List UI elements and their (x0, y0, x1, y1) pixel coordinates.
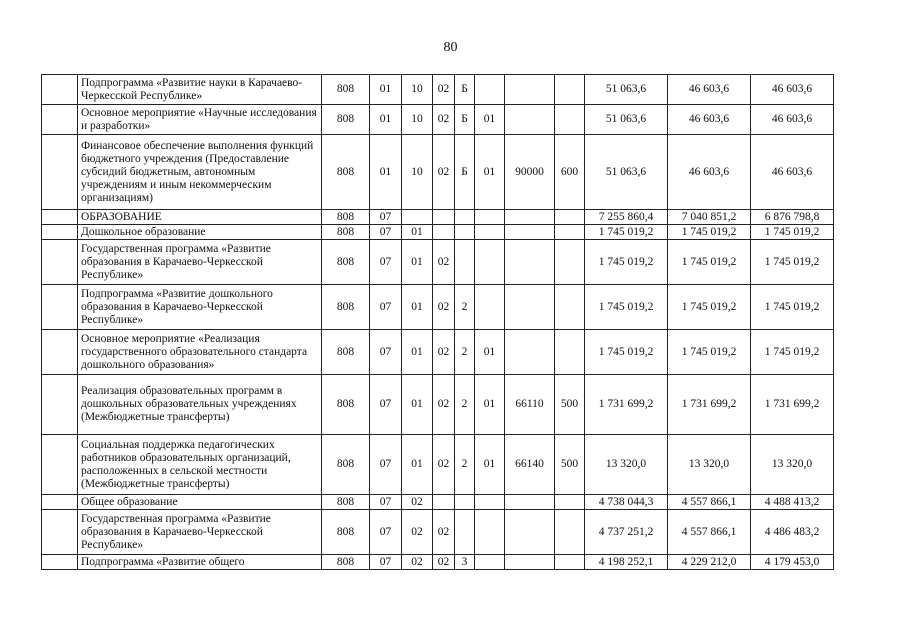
subprogram-code-cell: 2 (455, 375, 475, 435)
activity-code-cell (475, 75, 505, 105)
section-code-cell: 01 (370, 105, 402, 135)
subprogram-code-cell: 3 (455, 555, 475, 570)
row-index-cell (42, 510, 78, 555)
amount-year3-cell: 4 486 483,2 (751, 510, 834, 555)
direction-code-cell (505, 510, 555, 555)
item-name-cell: ОБРАЗОВАНИЕ (78, 210, 322, 225)
subprogram-code-cell (455, 495, 475, 510)
table-row (42, 375, 834, 435)
item-name-cell: Дошкольное образование (78, 225, 322, 240)
subsection-code-cell: 01 (402, 375, 433, 435)
row-index-cell (42, 285, 78, 330)
expense-type-cell (555, 555, 585, 570)
table-body (42, 75, 834, 570)
amount-year3-cell: 46 603,6 (751, 105, 834, 135)
activity-code-cell: 01 (475, 435, 505, 495)
subprogram-code-cell: 2 (455, 285, 475, 330)
item-name-cell: Общее образование (78, 495, 322, 510)
program-code-cell: 02 (433, 510, 455, 555)
amount-year2-cell: 4 557 866,1 (668, 510, 751, 555)
grbs-code-cell: 808 (322, 75, 370, 105)
expense-type-cell (555, 330, 585, 375)
amount-year1-cell: 4 198 252,1 (585, 555, 668, 570)
section-code-cell: 07 (370, 375, 402, 435)
amount-year2-cell: 1 745 019,2 (668, 240, 751, 285)
section-code-cell: 07 (370, 330, 402, 375)
item-name-cell: Подпрограмма «Развитие науки в Карачаево-Черкесской Республике» (78, 75, 322, 105)
direction-code-cell (505, 285, 555, 330)
program-code-cell (433, 210, 455, 225)
subprogram-code-cell (455, 240, 475, 285)
amount-year1-cell: 4 737 251,2 (585, 510, 668, 555)
expense-type-cell (555, 510, 585, 555)
row-index-cell (42, 105, 78, 135)
row-index-cell (42, 375, 78, 435)
program-code-cell (433, 495, 455, 510)
subsection-code-cell: 10 (402, 105, 433, 135)
row-index-cell (42, 210, 78, 225)
subprogram-code-cell (455, 225, 475, 240)
amount-year2-cell: 1 745 019,2 (668, 225, 751, 240)
subprogram-code-cell: Б (455, 75, 475, 105)
grbs-code-cell: 808 (322, 510, 370, 555)
section-code-cell: 01 (370, 135, 402, 210)
table-row (42, 555, 834, 570)
subsection-code-cell: 02 (402, 495, 433, 510)
program-code-cell: 02 (433, 135, 455, 210)
subsection-code-cell: 10 (402, 135, 433, 210)
table-row (42, 210, 834, 225)
amount-year2-cell: 1 745 019,2 (668, 285, 751, 330)
amount-year1-cell: 51 063,6 (585, 75, 668, 105)
subprogram-code-cell: Б (455, 135, 475, 210)
grbs-code-cell: 808 (322, 105, 370, 135)
amount-year3-cell: 1 731 699,2 (751, 375, 834, 435)
direction-code-cell (505, 240, 555, 285)
program-code-cell: 02 (433, 330, 455, 375)
direction-code-cell (505, 225, 555, 240)
direction-code-cell: 66140 (505, 435, 555, 495)
expense-type-cell (555, 240, 585, 285)
subsection-code-cell: 02 (402, 510, 433, 555)
expense-type-cell (555, 285, 585, 330)
subsection-code-cell: 01 (402, 330, 433, 375)
expense-type-cell (555, 105, 585, 135)
grbs-code-cell: 808 (322, 555, 370, 570)
expense-type-cell: 500 (555, 435, 585, 495)
item-name-cell: Государственная программа «Развитие образования в Карачаево-Черкесской Республике» (78, 240, 322, 285)
subsection-code-cell: 10 (402, 75, 433, 105)
section-code-cell: 07 (370, 510, 402, 555)
program-code-cell: 02 (433, 240, 455, 285)
subsection-code-cell (402, 210, 433, 225)
table-row (42, 510, 834, 555)
program-code-cell: 02 (433, 435, 455, 495)
row-index-cell (42, 75, 78, 105)
subsection-code-cell: 01 (402, 225, 433, 240)
section-code-cell: 07 (370, 225, 402, 240)
table-row (42, 75, 834, 105)
item-name-cell: Государственная программа «Развитие образования в Карачаево-Черкесской Республике» (78, 510, 322, 555)
grbs-code-cell: 808 (322, 135, 370, 210)
subprogram-code-cell: 2 (455, 330, 475, 375)
activity-code-cell (475, 240, 505, 285)
amount-year3-cell: 4 179 453,0 (751, 555, 834, 570)
amount-year3-cell: 46 603,6 (751, 75, 834, 105)
section-code-cell: 01 (370, 75, 402, 105)
program-code-cell: 02 (433, 285, 455, 330)
direction-code-cell (505, 555, 555, 570)
direction-code-cell (505, 75, 555, 105)
subsection-code-cell: 01 (402, 285, 433, 330)
amount-year1-cell: 4 738 044,3 (585, 495, 668, 510)
grbs-code-cell: 808 (322, 330, 370, 375)
expense-type-cell (555, 75, 585, 105)
table-row (42, 135, 834, 210)
section-code-cell: 07 (370, 555, 402, 570)
row-index-cell (42, 330, 78, 375)
activity-code-cell (475, 210, 505, 225)
subsection-code-cell: 02 (402, 555, 433, 570)
direction-code-cell (505, 330, 555, 375)
amount-year1-cell: 51 063,6 (585, 135, 668, 210)
table-row (42, 330, 834, 375)
row-index-cell (42, 435, 78, 495)
amount-year2-cell: 1 745 019,2 (668, 330, 751, 375)
amount-year3-cell: 4 488 413,2 (751, 495, 834, 510)
budget-table (41, 74, 834, 570)
grbs-code-cell: 808 (322, 225, 370, 240)
amount-year3-cell: 6 876 798,8 (751, 210, 834, 225)
amount-year3-cell: 13 320,0 (751, 435, 834, 495)
amount-year1-cell: 1 745 019,2 (585, 330, 668, 375)
section-code-cell: 07 (370, 285, 402, 330)
activity-code-cell: 01 (475, 375, 505, 435)
table-row (42, 495, 834, 510)
item-name-cell: Подпрограмма «Развитие дошкольного образования в Карачаево-Черкесской Республике» (78, 285, 322, 330)
amount-year1-cell: 51 063,6 (585, 105, 668, 135)
grbs-code-cell: 808 (322, 435, 370, 495)
subprogram-code-cell (455, 510, 475, 555)
subsection-code-cell: 01 (402, 240, 433, 285)
expense-type-cell (555, 210, 585, 225)
activity-code-cell: 01 (475, 135, 505, 210)
item-name-cell: Основное мероприятие «Реализация государственного образовательного стандарта дошкольного образования» (78, 330, 322, 375)
direction-code-cell (505, 105, 555, 135)
amount-year2-cell: 4 557 866,1 (668, 495, 751, 510)
subprogram-code-cell (455, 210, 475, 225)
activity-code-cell (475, 510, 505, 555)
amount-year1-cell: 7 255 860,4 (585, 210, 668, 225)
grbs-code-cell: 808 (322, 375, 370, 435)
amount-year3-cell: 1 745 019,2 (751, 225, 834, 240)
direction-code-cell (505, 210, 555, 225)
program-code-cell (433, 225, 455, 240)
subprogram-code-cell: 2 (455, 435, 475, 495)
amount-year2-cell: 4 229 212,0 (668, 555, 751, 570)
amount-year1-cell: 1 745 019,2 (585, 225, 668, 240)
row-index-cell (42, 555, 78, 570)
program-code-cell: 02 (433, 105, 455, 135)
row-index-cell (42, 135, 78, 210)
grbs-code-cell: 808 (322, 210, 370, 225)
section-code-cell: 07 (370, 210, 402, 225)
expense-type-cell (555, 495, 585, 510)
subsection-code-cell: 01 (402, 435, 433, 495)
item-name-cell: Социальная поддержка педагогических работников образовательных организаций, расположенных в сельской местности (Межбюджетные трансферты) (78, 435, 322, 495)
expense-type-cell: 500 (555, 375, 585, 435)
amount-year3-cell: 1 745 019,2 (751, 330, 834, 375)
direction-code-cell: 66110 (505, 375, 555, 435)
amount-year3-cell: 1 745 019,2 (751, 240, 834, 285)
expense-type-cell (555, 225, 585, 240)
page-number: 80 (443, 40, 458, 55)
table-row (42, 435, 834, 495)
activity-code-cell (475, 285, 505, 330)
direction-code-cell: 90000 (505, 135, 555, 210)
program-code-cell: 02 (433, 555, 455, 570)
section-code-cell: 07 (370, 240, 402, 285)
direction-code-cell (505, 495, 555, 510)
activity-code-cell: 01 (475, 330, 505, 375)
item-name-cell: Финансовое обеспечение выполнения функций бюджетного учреждения (Предоставление субсидий бюджетным, автономным учреждениям и иным некоммерческим организациям) (78, 135, 322, 210)
section-code-cell: 07 (370, 495, 402, 510)
activity-code-cell (475, 225, 505, 240)
grbs-code-cell: 808 (322, 495, 370, 510)
row-index-cell (42, 495, 78, 510)
row-index-cell (42, 225, 78, 240)
subprogram-code-cell: Б (455, 105, 475, 135)
amount-year2-cell: 46 603,6 (668, 105, 751, 135)
table-row (42, 105, 834, 135)
amount-year3-cell: 46 603,6 (751, 135, 834, 210)
amount-year1-cell: 1 745 019,2 (585, 240, 668, 285)
item-name-cell: Реализация образовательных программ в дошкольных образовательных учреждениях (Межбюджетные трансферты) (78, 375, 322, 435)
amount-year3-cell: 1 745 019,2 (751, 285, 834, 330)
activity-code-cell (475, 555, 505, 570)
amount-year2-cell: 46 603,6 (668, 135, 751, 210)
grbs-code-cell: 808 (322, 285, 370, 330)
row-index-cell (42, 240, 78, 285)
amount-year1-cell: 1 731 699,2 (585, 375, 668, 435)
table-row (42, 285, 834, 330)
program-code-cell: 02 (433, 375, 455, 435)
grbs-code-cell: 808 (322, 240, 370, 285)
program-code-cell: 02 (433, 75, 455, 105)
activity-code-cell: 01 (475, 105, 505, 135)
amount-year1-cell: 13 320,0 (585, 435, 668, 495)
amount-year2-cell: 13 320,0 (668, 435, 751, 495)
expense-type-cell: 600 (555, 135, 585, 210)
table-row (42, 225, 834, 240)
item-name-cell: Подпрограмма «Развитие общего (78, 555, 322, 570)
table-row (42, 240, 834, 285)
amount-year2-cell: 7 040 851,2 (668, 210, 751, 225)
item-name-cell: Основное мероприятие «Научные исследования и разработки» (78, 105, 322, 135)
activity-code-cell (475, 495, 505, 510)
amount-year2-cell: 1 731 699,2 (668, 375, 751, 435)
section-code-cell: 07 (370, 435, 402, 495)
amount-year2-cell: 46 603,6 (668, 75, 751, 105)
amount-year1-cell: 1 745 019,2 (585, 285, 668, 330)
